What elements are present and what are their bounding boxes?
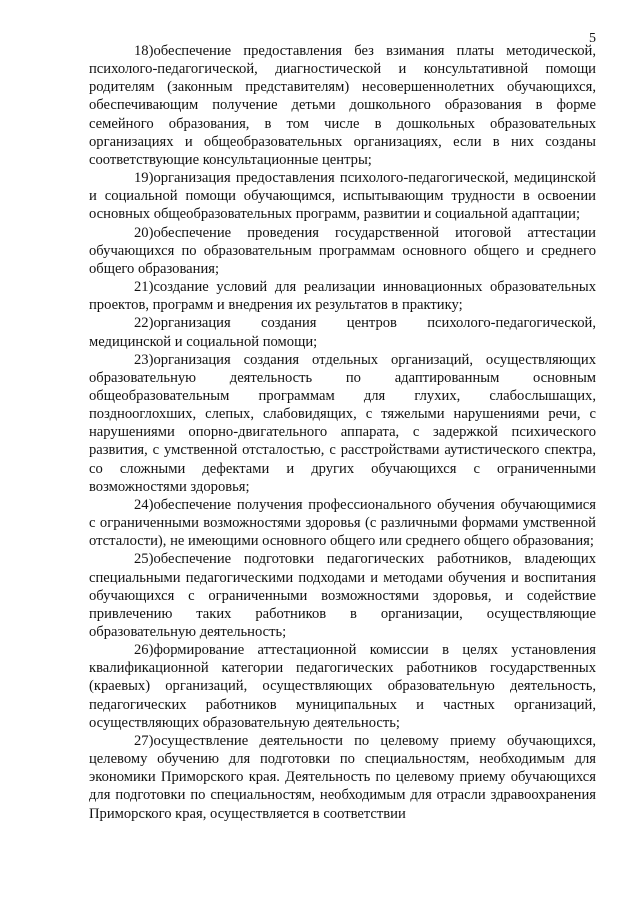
paragraph-item-22: 22)организация создания центров психолого-педагогической, медицинской и социальной помощи; (89, 315, 596, 350)
paragraph-item-25: 25)обеспечение подготовки педагогических работников, владеющих специальными педагогическими подходами и методами обучения и воспитания обучающихся с ограниченными возможностями здоровья, и содействие привлечению таких работников в организации, осуществляющие образовательную деятельность; (89, 551, 596, 640)
paragraph-item-23: 23)организация создания отдельных организаций, осуществляющих образовательную деятельность по адаптированным основным общеобразовательным программам для глухих, слабослышащих, позднооглохших, слепых, слабовидящих, с тяжелыми нарушениями речи, с нарушениями опорно-двигательного аппарата, с задержкой психического развития, с умственной отсталостью, с расстройствами аутистического спектра, со сложными дефектами и других обучающихся с ограниченными возможностями здоровья; (89, 351, 596, 495)
paragraph-item-26: 26)формирование аттестационной комиссии в целях установления квалификационной категории педагогических работников государственных (краевых) организаций, осуществляющих образовательную деятельность, педагогических работников муниципальных и частных организаций, осуществляющих образовательную деятельность; (89, 642, 596, 731)
document-body (89, 42, 596, 823)
paragraph-item-19: 19)организация предоставления психолого-педагогической, медицинской и социальной помощи обучающимся, испытывающим трудности в освоении основных общеобразовательных программ, развитии и социальной адаптации; (89, 170, 596, 223)
paragraph-item-20: 20)обеспечение проведения государственной итоговой аттестации обучающихся по образовательным программам основного общего и среднего общего образования; (89, 224, 596, 277)
page-number: 5 (589, 31, 596, 46)
paragraph-item-27: 27)осуществление деятельности по целевому приему обучающихся, целевому обучению для подготовки по специальностям, необходимым для экономики Приморского края. Деятельность по целевому приему обучающихся для подготовки по специальностям, необходимым для отрасли здравоохранения Приморского края, осуществляется в соответствии (89, 732, 596, 822)
paragraph-item-24: 24)обеспечение получения профессионального обучения обучающимися с ограниченными возможностями здоровья (с различными формами умственной отсталости), не имеющими основного общего или среднего общего образования; (89, 496, 596, 550)
paragraph-item-18: 18)обеспечение предоставления без взимания платы методической, психолого-педагогической, диагностической и консультативной помощи родителям (законным представителям) несовершеннолетних обучающихся, обеспечивающим получение детьми дошкольного образования в форме семейного образования, в том числе в дошкольных образовательных организациях и общеобразовательных организациях, если в них созданы соответствующие консультационные центры; (89, 43, 596, 168)
paragraph-item-21: 21)создание условий для реализации инновационных образовательных проектов, программ и внедрения их результатов в практику; (89, 279, 596, 314)
